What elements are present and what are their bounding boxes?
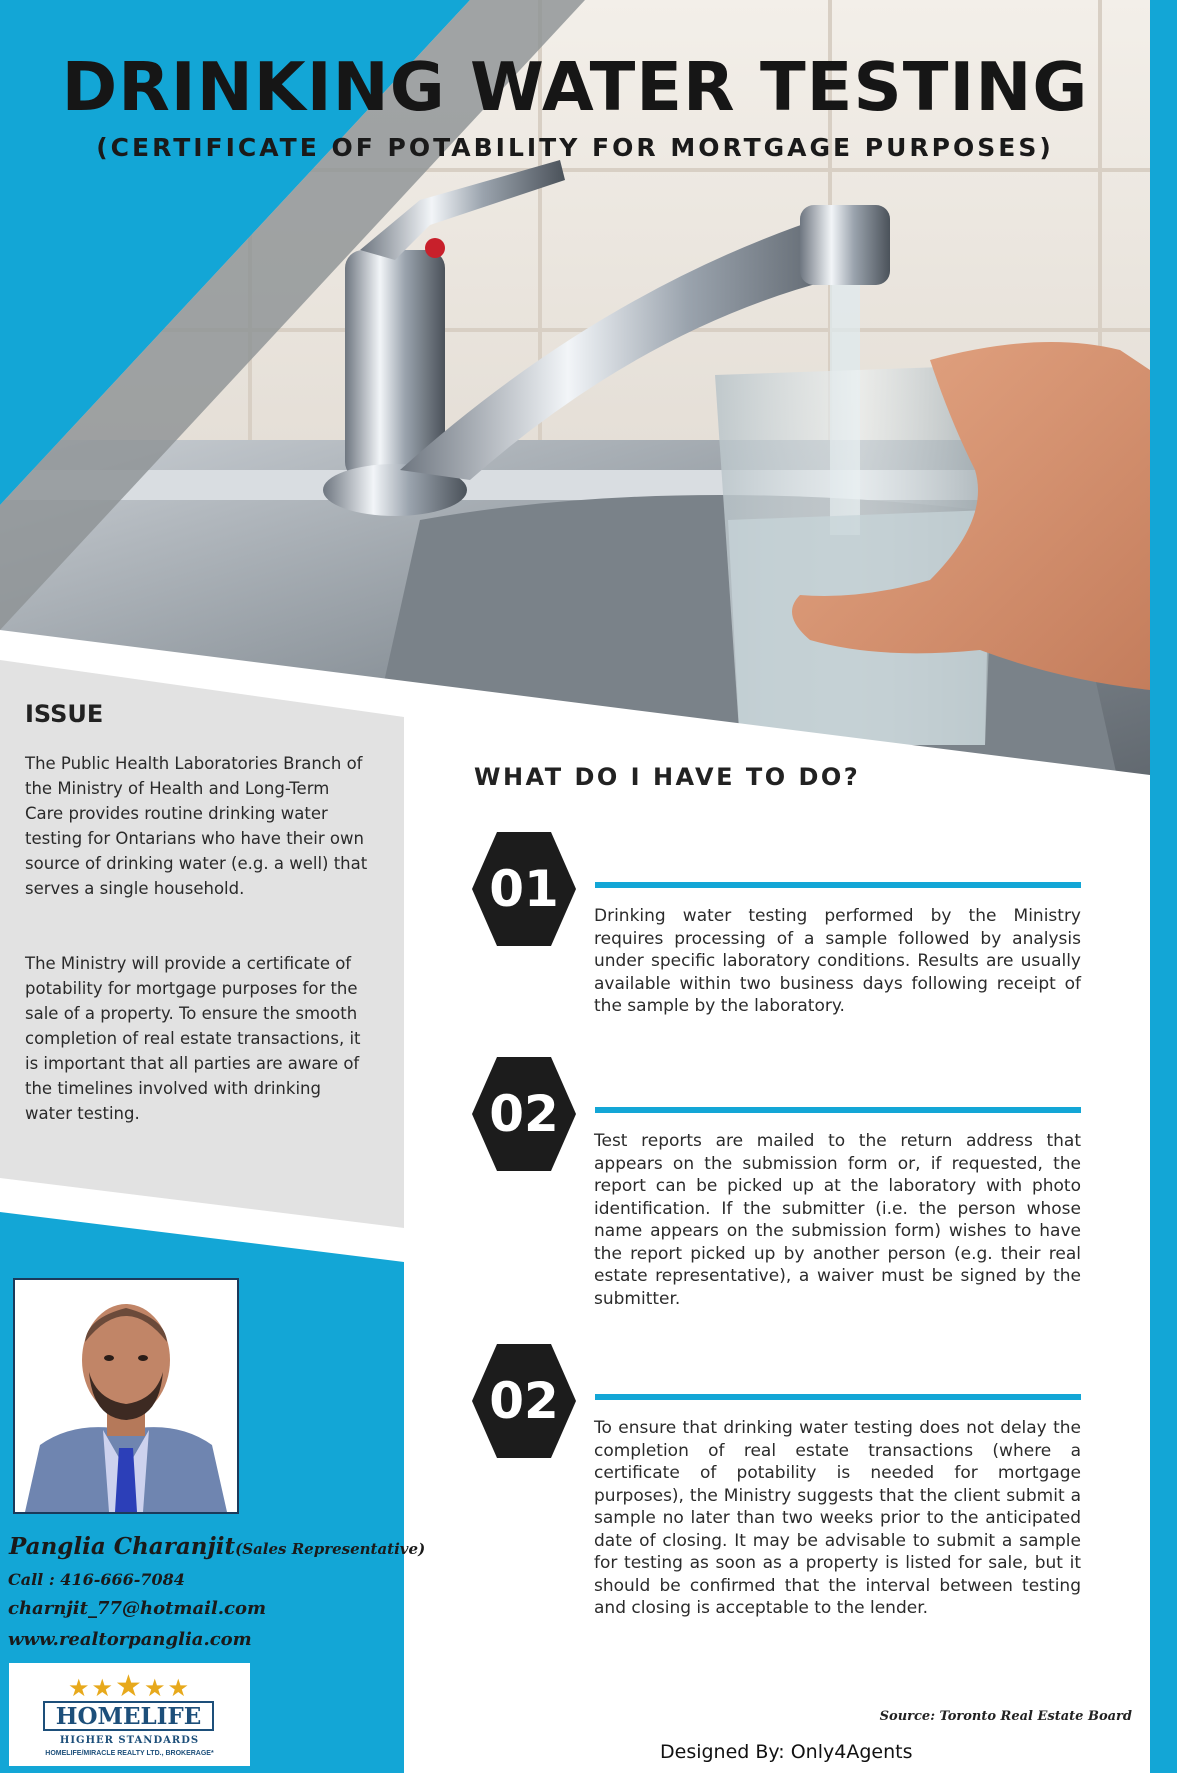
- issue-paragraph-1: The Public Health Laboratories Branch of the Ministry of Health and Long-Term Care provides routine drinking water testing for Ontarians who have their own source of drinking water (e.g. a well) that serves a single household.: [25, 754, 368, 898]
- homelife-logo: [9, 1663, 250, 1766]
- page-subtitle: (CERTIFICATE OF POTABILITY FOR MORTGAGE PURPOSES): [96, 133, 1054, 162]
- star-icon: ★: [143, 1675, 168, 1702]
- step-3-text: To ensure that drinking water testing does not delay the completion of real estate transactions (where a certificate of potability is needed for mortgage purposes), the Ministry suggests that the client submit a sample no later than two weeks prior to the anticipated date of closing. It may be advisable to submit a sample for testing as soon as a property is listed for sale, but it should be confirmed that the interval between testing and closing is acceptable to the lender.: [594, 1418, 1081, 1618]
- logo-brokerage: HOMELIFE/MIRACLE REALTY LTD., BROKERAGE*: [45, 1750, 214, 1757]
- step-3-divider: [595, 1394, 1081, 1400]
- step-3-badge: [470, 1342, 578, 1460]
- agent-email[interactable]: charnjit_77@hotmail.com: [8, 1598, 267, 1619]
- agent-photo: [13, 1278, 239, 1514]
- step-2-number: 02: [489, 1085, 559, 1143]
- agent-phone[interactable]: Call : 416-666-7084: [8, 1570, 185, 1589]
- step-1-divider: [595, 882, 1081, 888]
- step-2-divider: [595, 1107, 1081, 1113]
- step-2-badge: [470, 1055, 578, 1173]
- star-icon: ★: [115, 1670, 144, 1703]
- star-icon: ★: [91, 1675, 116, 1702]
- logo-stars: [9, 1669, 250, 1704]
- agent-name: Panglia Charanjit: [9, 1533, 236, 1560]
- step-2-text: Test reports are mailed to the return address that appears on the submission form or, if requested, the report can be picked up at the laboratory with photo identification. If the submitter (i.e. the person whose name appears on the submission form) wishes to have the report picked up by another person (e.g. their real estate representative), a waiver must be signed by the submitter.: [594, 1131, 1081, 1309]
- issue-heading: ISSUE: [25, 700, 104, 728]
- step-1-text: Drinking water testing performed by the Ministry requires processing of a sample followed by analysis under specific laboratory conditions. Results are usually available within two business days following receipt of the sample by the laboratory.: [594, 906, 1081, 1016]
- step-1-badge: [470, 830, 578, 948]
- steps-heading: WHAT DO I HAVE TO DO?: [474, 763, 861, 791]
- logo-tagline: HIGHER STANDARDS: [59, 1735, 200, 1746]
- star-icon: ★: [68, 1675, 92, 1702]
- agent-portrait: [15, 1280, 237, 1512]
- agent-name-line: [9, 1533, 425, 1560]
- designed-by: Designed By: Only4Agents: [660, 1741, 913, 1763]
- agent-website[interactable]: www.realtorpanglia.com: [8, 1629, 252, 1650]
- star-icon: ★: [167, 1675, 191, 1702]
- step-3-number: 02: [489, 1372, 559, 1430]
- agent-role: (Sales Representative): [235, 1540, 426, 1558]
- step-1-number: 01: [489, 860, 559, 918]
- page-title: DRINKING WATER TESTING: [61, 48, 1089, 126]
- source-credit: Source: Toronto Real Estate Board: [879, 1709, 1132, 1724]
- logo-name: HOMELIFE: [43, 1701, 214, 1731]
- issue-paragraph-2: The Ministry will provide a certificate of potability for mortgage purposes for the sale of a property. To ensure the smooth completion of real estate transactions, it is important that all parties are aware of the timelines involved with drinking water testing.: [25, 954, 361, 1123]
